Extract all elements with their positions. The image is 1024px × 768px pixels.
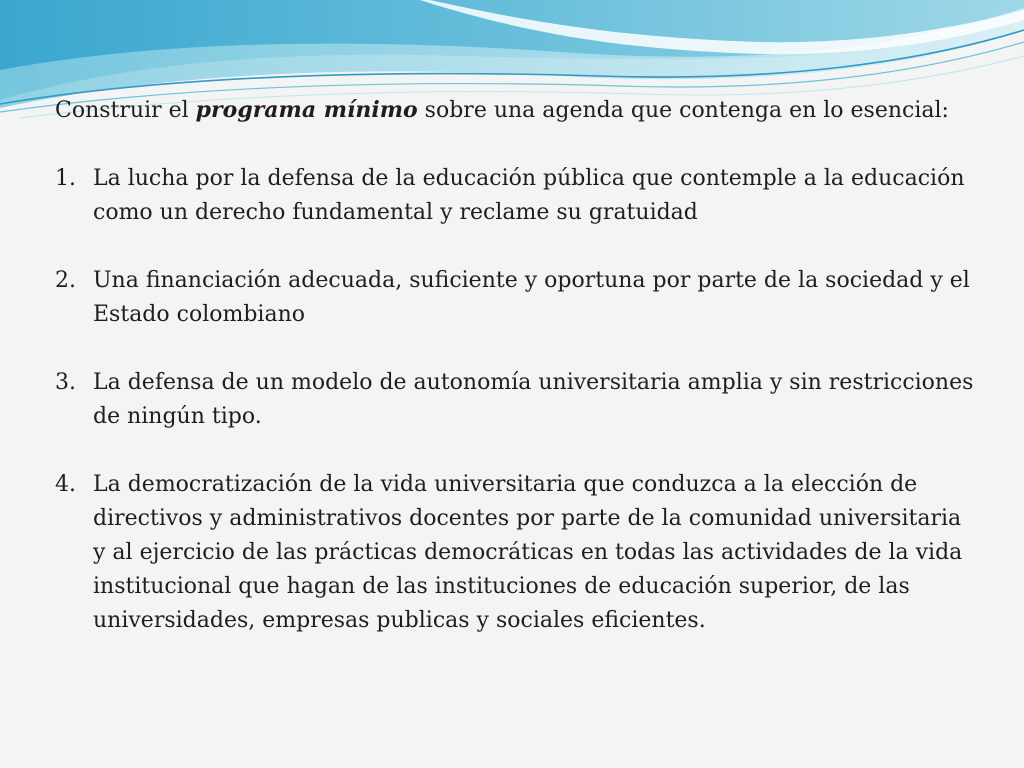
list-item-number: 4. bbox=[55, 472, 76, 497]
list-item-text: La democratización de la vida universitaria que conduzca a la elección de directivos y administrativos docentes por parte de la comunidad universitaria y al ejercicio de las prácticas democráticas en todas las actividades de la vida institucional que hagan de las instituciones de educación superior, de las universidades, empresas publicas y sociales eficientes. bbox=[93, 472, 963, 633]
list-item-text: La defensa de un modelo de autonomía universitaria amplia y sin restricciones de ningún tipo. bbox=[93, 370, 974, 429]
list-item-3 bbox=[55, 366, 975, 434]
list-item-2 bbox=[55, 264, 975, 332]
list-item-number: 3. bbox=[55, 370, 76, 395]
list-item-text: La lucha por la defensa de la educación pública que contemple a la educación como un derecho fundamental y reclame su gratuidad bbox=[93, 166, 965, 225]
intro-text-before: Construir el bbox=[55, 98, 196, 123]
intro-paragraph bbox=[55, 93, 975, 128]
list-item-number: 2. bbox=[55, 268, 76, 293]
list-item-4 bbox=[55, 468, 975, 638]
list-item-1 bbox=[55, 162, 975, 230]
list-item-number: 1. bbox=[55, 166, 76, 191]
list-item-text: Una financiación adecuada, suficiente y oportuna por parte de la sociedad y el Estado colombiano bbox=[93, 268, 970, 327]
slide-body bbox=[55, 93, 975, 638]
intro-emphasis: programa mínimo bbox=[195, 97, 418, 123]
intro-text-after: sobre una agenda que contenga en lo esencial: bbox=[417, 98, 949, 123]
